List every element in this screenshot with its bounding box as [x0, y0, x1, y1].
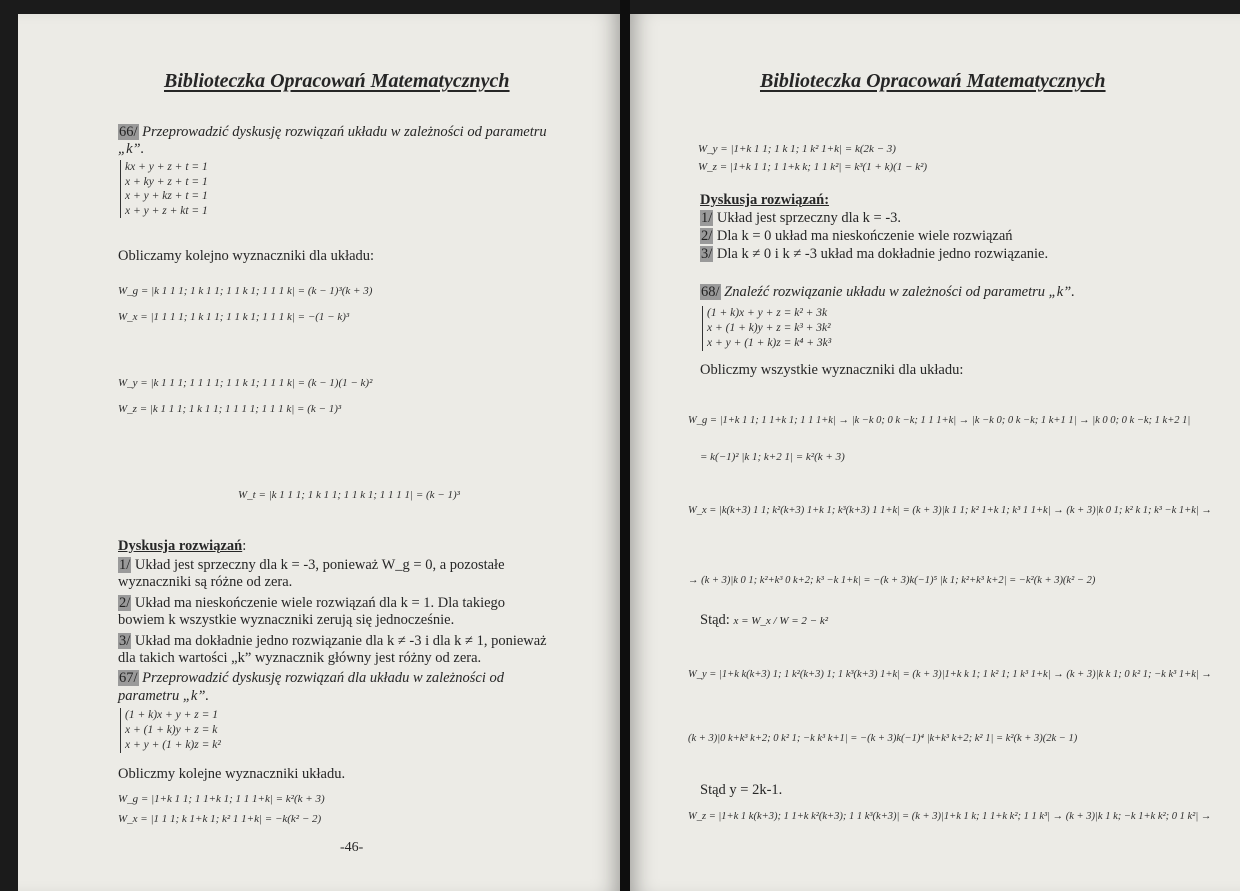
compute-text: Obliczamy kolejno wyznaczniki dla układu: — [118, 248, 375, 264]
right-item-1-number: 1/ — [701, 210, 713, 226]
determinant-wg: W_g = |k 1 1 1; 1 k 1 1; 1 1 k 1; 1 1 1 k| = (k − 1)³(k + 3) — [118, 285, 373, 297]
system-66-eq4: x + y + z + kt = 1 — [125, 204, 208, 217]
discussion-heading-right — [700, 192, 829, 209]
problem-67-text: Przeprowadzić dyskusję rozwiązań dla układu w zależności od — [142, 670, 504, 686]
compute-text-67: Obliczmy kolejne wyznaczniki układu. — [118, 766, 346, 782]
problem-66-text: Przeprowadzić dyskusję rozwiązań układu w zależności od parametru — [142, 124, 547, 140]
discussion-item-3 — [118, 633, 547, 650]
system-66-eq3: x + y + kz + t = 1 — [125, 190, 208, 202]
discussion-title-left: Dyskusja rozwiązań — [118, 538, 243, 554]
system-66-eq2: x + ky + z + t = 1 — [125, 175, 208, 188]
discussion-item-1 — [118, 557, 505, 574]
discussion-heading-left: Dyskusja rozwiązań: — [118, 538, 247, 554]
right-item-3-number: 3/ — [701, 246, 713, 262]
determinant-wy: W_y = |k 1 1 1; 1 1 1 1; 1 1 k 1; 1 1 1 k| = (k − 1)(1 − k)² — [118, 377, 373, 389]
discussion-item-3-cont: dla takich wartości „k” wyznacznik główny jest różny od zera. — [118, 650, 482, 666]
determinant-wy-67: W_y = |1+k 1 1; 1 k 1; 1 k² 1+k| = k(2k − 3) — [698, 143, 896, 155]
page-header-right: Biblioteczka Opracowań Matematycznych — [760, 70, 1106, 92]
discussion-item-2-text: Układ ma nieskończenie wiele rozwiązań dla k = 1. Dla takiego — [134, 595, 506, 611]
problem-66-heading — [118, 124, 547, 141]
stad-x-formula: x = W_x / W = 2 − k² — [733, 615, 829, 627]
discussion-item-1-text: Układ jest sprzeczny dla k = -3, ponieważ W_g = 0, a pozostałe — [134, 557, 505, 573]
determinant-wz-68: W_z = |1+k 1 k(k+3); 1 1+k k²(k+3); 1 1 k³(k+3)| = (k + 3)|1+k 1 k; 1 1+k k²; 1 1 k³| → (k + 3)|k 1 k; −k 1+k k²; 0 1 k²| → — [688, 811, 1212, 822]
discussion-item-2 — [118, 595, 505, 612]
determinant-wx: W_x = |1 1 1 1; 1 k 1 1; 1 1 k 1; 1 1 1 k| = −(1 − k)³ — [118, 311, 350, 323]
system-67-eq3: x + y + (1 + k)z = k² — [125, 739, 221, 751]
right-item-3 — [700, 246, 1048, 263]
determinant-wz-67: W_z = |1+k 1 1; 1 1+k k; 1 1 k²| = k³(1 + k)(1 − k²) — [698, 161, 928, 173]
discussion-item-2-number: 2/ — [119, 595, 131, 611]
stad-y: Stąd y = 2k-1. — [700, 782, 783, 798]
discussion-item-2-cont: bowiem k wszystkie wyznaczniki zerują się jednocześnie. — [118, 612, 455, 628]
problem-67-param: parametru „k”. — [118, 688, 210, 704]
system-67-eq2: x + (1 + k)y + z = k — [125, 724, 218, 736]
system-67-eq1: (1 + k)x + y + z = 1 — [125, 709, 218, 721]
system-67 — [120, 708, 221, 753]
problem-68-text: Znaleźć rozwiązanie układu w zależności od parametru „k”. — [724, 284, 1075, 300]
problem-66-number: 66/ — [119, 124, 138, 140]
discussion-item-3-number: 3/ — [119, 633, 131, 649]
determinant-wz: W_z = |k 1 1 1; 1 k 1 1; 1 1 1 1; 1 1 1 k| = (k − 1)³ — [118, 403, 342, 415]
problem-68-heading — [700, 284, 1075, 301]
determinant-wg-67: W_g = |1+k 1 1; 1 1+k 1; 1 1 1+k| = k²(k + 3) — [118, 793, 325, 805]
right-item-3-text: Dla k ≠ 0 i k ≠ -3 układ ma dokładnie jedno rozwiązanie. — [716, 246, 1049, 262]
discussion-item-3-text: Układ ma dokładnie jedno rozwiązanie dla k ≠ -3 i dla k ≠ 1, ponieważ — [134, 633, 547, 649]
determinant-wt: W_t = |k 1 1 1; 1 k 1 1; 1 1 k 1; 1 1 1 1| = (k − 1)³ — [238, 489, 460, 501]
problem-67-heading — [118, 670, 504, 687]
determinant-wg-68-result: = k(−1)² |k 1; k+2 1| = k²(k + 3) — [700, 451, 845, 463]
discussion-item-1-number: 1/ — [119, 557, 131, 573]
book-gutter — [620, 0, 630, 891]
compute-text-68: Obliczmy wszystkie wyznaczniki dla układu: — [700, 362, 964, 378]
system-66-eq1: kx + y + z + t = 1 — [125, 161, 208, 173]
right-item-2 — [700, 228, 1013, 245]
determinant-wx-68-cont: → (k + 3)|k 0 1; k²+k³ 0 k+2; k³ −k 1+k| = −(k + 3)k(−1)⁵ |k 1; k²+k³ k+2| = −k²(k + 3)(k² − 2) — [688, 575, 1096, 586]
system-66 — [120, 160, 208, 218]
determinant-wx-67: W_x = |1 1 1; k 1+k 1; k² 1 1+k| = −k(k² − 2) — [118, 813, 322, 825]
determinant-wg-68: W_g = |1+k 1 1; 1 1+k 1; 1 1 1+k| → |k −k 0; 0 k −k; 1 1 1+k| → |k −k 0; 0 k −k; 1 k+1 1| → |k 0 0; 0 k −k; 1 k+2 1| — [688, 415, 1191, 426]
right-item-1-text: Układ jest sprzeczny dla k = -3. — [716, 210, 902, 226]
page-header-left: Biblioteczka Opracowań Matematycznych — [164, 70, 510, 92]
problem-67-number: 67/ — [119, 670, 138, 686]
system-68-eq3: x + y + (1 + k)z = k⁴ + 3k³ — [707, 337, 832, 349]
determinant-wy-68-cont: (k + 3)|0 k+k³ k+2; 0 k² 1; −k k³ k+1| = −(k + 3)k(−1)⁴ |k+k³ k+2; k² 1| = k²(k + 3)(2k − 1) — [688, 733, 1078, 744]
right-item-2-number: 2/ — [701, 228, 713, 244]
stad-x-label: Stąd: — [700, 612, 730, 628]
right-item-2-text: Dla k = 0 układ ma nieskończenie wiele rozwiązań — [716, 228, 1013, 244]
system-68 — [702, 306, 831, 351]
stad-x — [700, 612, 828, 630]
determinant-wx-68: W_x = |k(k+3) 1 1; k²(k+3) 1+k 1; k³(k+3) 1 1+k| = (k + 3)|k 1 1; k² 1+k 1; k³ 1 1+k| → (k + 3)|k 0 1; k² k 1; k³ −k 1+k| → — [688, 505, 1212, 516]
system-68-eq2: x + (1 + k)y + z = k³ + 3k² — [707, 322, 831, 334]
problem-66-param: „k”. — [118, 141, 145, 157]
determinant-wy-68: W_y = |1+k k(k+3) 1; 1 k²(k+3) 1; 1 k³(k+3) 1+k| = (k + 3)|1+k k 1; 1 k² 1; 1 k³ 1+k| → (k + 3)|k k 1; 0 k² 1; −k k³ 1+k| → — [688, 669, 1212, 680]
problem-68-number: 68/ — [701, 284, 720, 300]
page-number: -46- — [340, 840, 364, 855]
discussion-item-1-cont: wyznaczniki są różne od zera. — [118, 574, 293, 590]
right-item-1 — [700, 210, 901, 227]
right-page — [630, 14, 1240, 891]
left-page — [18, 14, 620, 891]
discussion-title-right: Dyskusja rozwiązań: — [700, 192, 830, 208]
system-68-eq1: (1 + k)x + y + z = k² + 3k — [707, 307, 828, 319]
